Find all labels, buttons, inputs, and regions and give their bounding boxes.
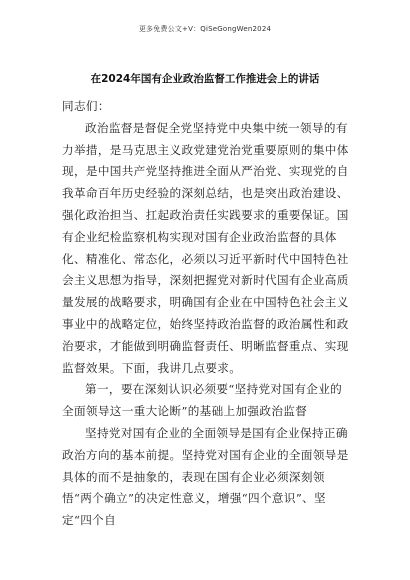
paragraph-intro: 政治监督是督促全党坚持党中央集中统一领导的有力举措，是马克思主义政党建党治党重要原则的集中体现，是中国共产党坚持推进全面从严治党、实现党的自我革命百年历史经验的深刻总结，也是突出政治建设、强化政治担当、扛起政治责任实践要求的重要保证。国有企业纪检监察机构实现对国有企业政治监督的具体化、精准化、常态化，必须以习近平新时代中国特色社会主义思想为指导，深刻把握党对新时代国有企业高质量发展的战略要求，明确国有企业在中国特色社会主义事业中的战略定位，始终坚持政治监督的政治属性和政治要求，才能做到明确监督责任、明晰监督重点、实现监督效果。下面，我讲几点要求。 <box>62 120 349 375</box>
document-body <box>62 96 352 532</box>
paragraph-section-heading: 第一，要在深刻认识必须要“坚持党对国有企业的全面领导这一重大论断”的基础上加强政治监督 <box>62 382 343 419</box>
header-note: 更多免费公文+V：QiSeGongWen2024 <box>138 25 272 33</box>
salutation: 同志们： <box>62 99 110 113</box>
paragraph-section-body: 坚持党对国有企业的全面领导是国有企业保持正确政治方向的基本前提。坚持党对国有企业的全面领导是具体的而不是抽象的，表现在国有企业必须深刻领悟“两个确立”的决定性意义，增强“四个意识”、坚定“四个自 <box>62 425 349 528</box>
document-title: 在2024年国有企业政治监督工作推进会上的讲话 <box>90 73 320 85</box>
